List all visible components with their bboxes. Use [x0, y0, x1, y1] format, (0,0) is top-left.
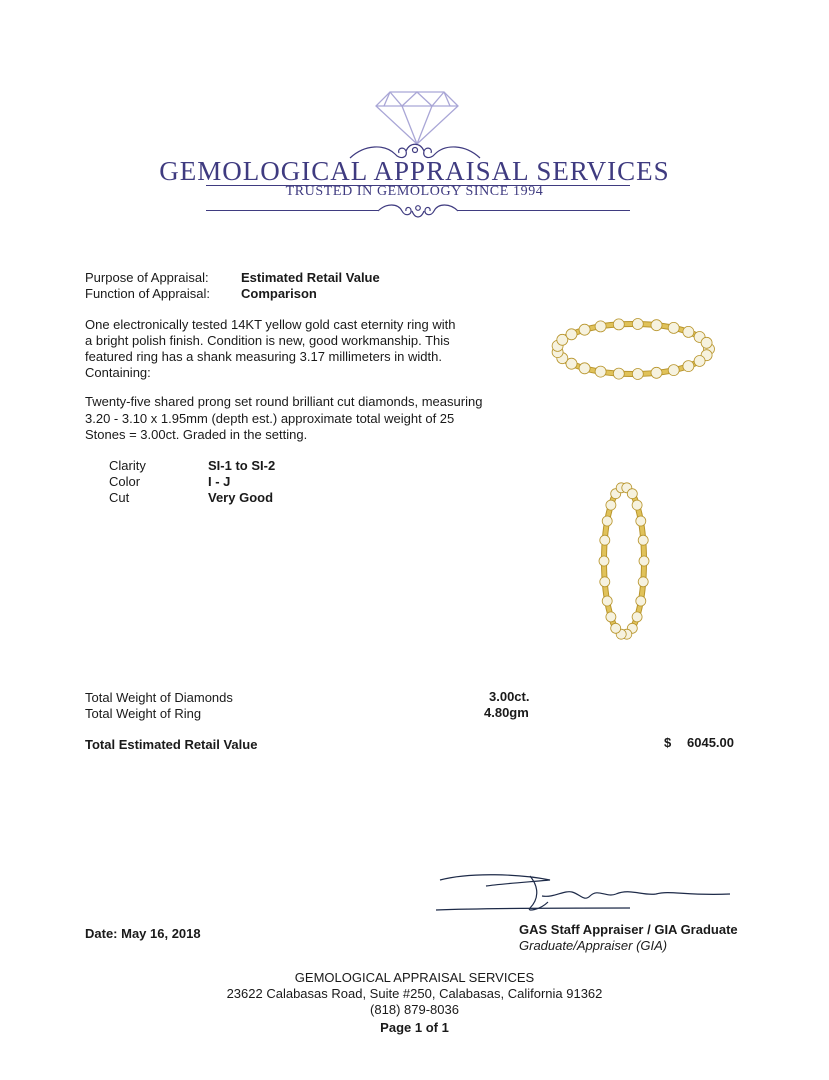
diamond-stone [683, 361, 694, 372]
grade-value-clarity: SI-1 to SI-2 [208, 458, 276, 473]
ring-weight-value: 4.80gm [484, 705, 529, 720]
diamond-stone [651, 367, 662, 378]
diamond-stone [638, 577, 648, 587]
diamond-stone [627, 489, 637, 499]
diamond-stone [613, 319, 624, 330]
ring-weight-label: Total Weight of Ring [85, 706, 202, 721]
diamond-stone [636, 516, 646, 526]
description-line-2: a bright polish finish. Condition is new, good workmanship. This [85, 333, 450, 348]
header-rule-bottom-right [458, 210, 630, 211]
diamond-stone [566, 329, 577, 340]
diamond-stone [632, 319, 643, 330]
retail-value-amount: 6045.00 [687, 735, 734, 750]
diamond-stone [600, 577, 610, 587]
diamond-stone [639, 556, 649, 566]
footer-company: GEMOLOGICAL APPRAISAL SERVICES [294, 970, 535, 985]
diamond-stone [638, 535, 648, 545]
flourish-bottom-icon [372, 199, 464, 223]
diamond-stone [668, 322, 679, 333]
purpose-label: Purpose of Appraisal: [85, 270, 209, 285]
currency-symbol: $ [664, 735, 672, 750]
appraisal-date: Date: May 16, 2018 [85, 926, 201, 941]
footer-page-number: Page 1 of 1 [380, 1020, 449, 1035]
diamond-stone [602, 596, 612, 606]
company-tagline: TRUSTED IN GEMOLOGY SINCE 1994 [285, 184, 544, 199]
diamond-stone [606, 612, 616, 622]
diamond-stone [613, 368, 624, 379]
function-value: Comparison [241, 286, 317, 301]
diamond-logo-icon [372, 86, 462, 146]
grade-label-clarity: Clarity [109, 458, 146, 473]
diamond-weight-label: Total Weight of Diamonds [85, 690, 233, 705]
description-line-3: featured ring has a shank measuring 3.17 millimeters in width. [85, 349, 442, 364]
description-line-1: One electronically tested 14KT yellow gold cast eternity ring with [85, 317, 456, 332]
retail-value-label: Total Estimated Retail Value [85, 737, 258, 752]
footer-phone: (818) 879-8036 [370, 1002, 459, 1017]
diamond-stone [606, 500, 616, 510]
diamond-stone [683, 326, 694, 337]
footer-address: 23622 Calabasas Road, Suite #250, Calabasas, California 91362 [226, 986, 603, 1001]
description-line-4: Containing: [85, 365, 151, 380]
appraiser-subtitle: Graduate/Appraiser (GIA) [519, 938, 668, 953]
diamond-stone [651, 320, 662, 331]
ring-top-view-image [550, 315, 716, 383]
diamond-stone [602, 516, 612, 526]
diamonds-line-2: 3.20 - 3.10 x 1.95mm (depth est.) approximate total weight of 25 [85, 411, 455, 426]
header-rule-bottom-left [206, 210, 378, 211]
diamond-stone [632, 612, 642, 622]
diamond-stone [632, 369, 643, 380]
diamond-stone [599, 556, 609, 566]
diamond-weight-value: 3.00ct. [489, 689, 530, 704]
diamond-stone [701, 337, 712, 348]
grade-label-cut: Cut [109, 490, 130, 505]
diamonds-line-3: Stones = 3.00ct. Graded in the setting. [85, 427, 308, 442]
company-title: GEMOLOGICAL APPRAISAL SERVICES [159, 156, 670, 186]
diamond-stone [595, 321, 606, 332]
diamond-stone [595, 366, 606, 377]
diamond-stone [600, 535, 610, 545]
grade-value-cut: Very Good [208, 490, 274, 505]
diamond-stone [636, 596, 646, 606]
appraiser-signature [430, 868, 742, 918]
function-label: Function of Appraisal: [85, 286, 211, 301]
diamond-stone [632, 500, 642, 510]
diamonds-line-1: Twenty-five shared prong set round brilliant cut diamonds, measuring [85, 394, 483, 409]
grade-label-color: Color [109, 474, 141, 489]
purpose-value: Estimated Retail Value [241, 270, 380, 285]
diamond-stone [694, 356, 705, 367]
appraiser-title: GAS Staff Appraiser / GIA Graduate [519, 922, 738, 937]
ring-side-view-image [594, 480, 654, 642]
diamond-stone [611, 623, 621, 633]
grade-value-color: I - J [208, 474, 231, 489]
diamond-stone [668, 365, 679, 376]
diamond-stone [579, 363, 590, 374]
diamond-stone [579, 324, 590, 335]
